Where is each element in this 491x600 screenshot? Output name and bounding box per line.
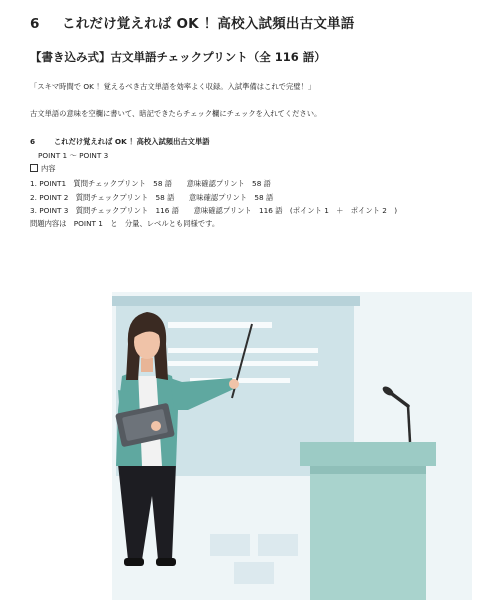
whiteboard-line	[168, 322, 272, 328]
teacher-illustration	[0, 260, 491, 600]
podium-top	[300, 442, 436, 466]
deco-square	[258, 534, 298, 556]
list-item-text: 2. POINT 2 質問チェックプリント 58 語 意味確認プリント 58 語	[30, 192, 274, 202]
podium-shade	[310, 466, 426, 474]
list-item-text: 1. POINT1 質問チェックプリント 58 語 意味確認プリント 58 語	[30, 179, 271, 188]
list-item	[30, 177, 397, 191]
note-text: 問題内容は POINT 1 と 分量、レベルとも同様です。	[30, 219, 220, 228]
page-title	[30, 12, 354, 32]
chapter-title: これだけ覚えれば OK ！高校入試頻出古文単語	[62, 16, 355, 32]
contents-list	[30, 177, 397, 218]
teacher-hand	[151, 421, 161, 431]
whiteboard-line	[168, 361, 318, 366]
list-item	[30, 191, 397, 205]
checkbox-icon	[30, 164, 38, 172]
deco-square	[210, 534, 250, 556]
teacher-hand	[229, 379, 239, 389]
podium-body	[310, 466, 426, 600]
chapter-number: 6	[30, 16, 40, 32]
list-item-text: 3. POINT 3 質問チェックプリント 116 語 意味確認プリント 116 語 (ポイント 1 ＋ ポイント 2 )	[30, 206, 398, 216]
teacher-neck	[141, 358, 153, 372]
instruction-text: 古文単語の意味を空欄に書いて、暗記できたらチェック欄にチェックを入れてください。	[30, 109, 322, 118]
deco-square	[234, 562, 274, 584]
contents-label: 内容	[41, 164, 56, 173]
section-number: 6	[30, 137, 36, 146]
whiteboard-frame	[112, 296, 360, 306]
whiteboard-line	[168, 348, 318, 353]
teacher-shoe	[124, 558, 144, 566]
contents-heading	[30, 164, 56, 174]
list-item	[30, 204, 397, 218]
intro-text: 「スキマ時間で OK ！覚えるべき古文単語を効率よく収録。入試準備はこれで完璧！」	[30, 82, 316, 91]
section-heading	[30, 137, 210, 147]
section-title: これだけ覚えれば OK ！高校入試頻出古文単語	[54, 137, 210, 146]
teacher-shoe	[156, 558, 176, 566]
print-subtitle: 【書き込み式】古文単語チェックプリント（全 116 語）	[30, 50, 326, 64]
point-range: POINT 1 〜 POINT 3	[38, 151, 109, 160]
